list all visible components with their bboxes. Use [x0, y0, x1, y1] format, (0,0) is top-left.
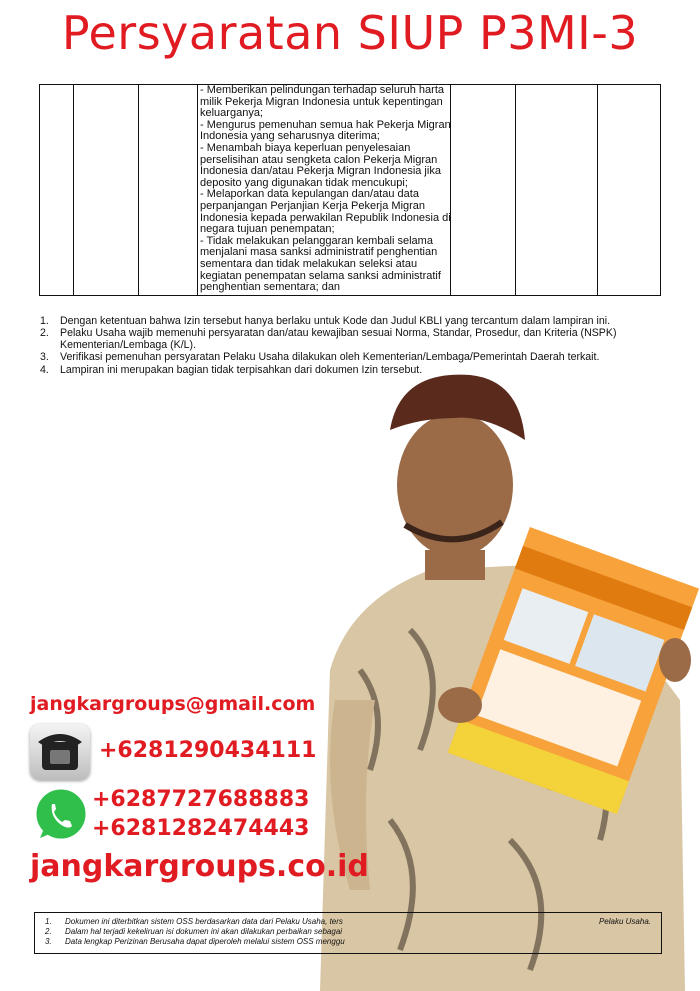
table-line: kegiatan penempatan selama sanksi administratif [200, 269, 441, 282]
table-line: deposito yang digunakan tidak mencukupi; [200, 176, 408, 189]
table-line: penghentian sementara; dan [200, 281, 341, 294]
table-line: negara tujuan penempatan; [200, 223, 335, 236]
list-item [40, 328, 662, 351]
table-line: - Mengurus pemenuhan semua hak Pekerja Migran [200, 118, 451, 131]
list-item [45, 927, 651, 937]
whatsapp-icon [32, 786, 90, 844]
person-holding-brochure-photo [280, 370, 700, 991]
contact-email: jangkargroups@gmail.com [30, 693, 316, 715]
table-line: - Menambah biaya keperluan penyelesaian [200, 141, 411, 154]
footer-number: 3. [45, 937, 52, 946]
note-number: 2. [40, 327, 49, 340]
table-line: sementara dan tidak melakukan seleksi atau [200, 257, 418, 270]
table-divider [138, 85, 139, 295]
table-line: milik Pekerja Migran Indonesia untuk kepentingan [200, 95, 443, 108]
contact-whatsapp-2: +6281282474443 [92, 816, 310, 841]
footer-text: Dokumen ini diterbitkan sistem OSS berdasarkan data dari Pelaku Usaha, ters [65, 917, 343, 926]
list-item [40, 352, 662, 363]
list-item [45, 917, 651, 927]
note-text: Pelaku Usaha wajib memenuhi persyaratan dan/atau kewajiban sesuai Norma, Standar, Prosedur, dan Kriteria (NSPK) Kementerian/Lembaga (K/L). [60, 327, 617, 351]
table-line: perpanjangan Perjanjian Kerja Pekerja Migran [200, 199, 426, 212]
footer-notes [34, 912, 662, 954]
telephone-icon [30, 724, 90, 780]
footer-number: 2. [45, 927, 52, 936]
table-line: - Melaporkan data kepulangan dan/atau data [200, 188, 419, 201]
contact-whatsapp-1: +6287727688883 [92, 787, 310, 812]
footer-text: Data lengkap Perizinan Berusaha dapat diperoleh melalui sistem OSS menggu [65, 937, 345, 946]
note-text: Verifikasi pemenuhan persyaratan Pelaku Usaha dilakukan oleh Kementerian/Lembaga/Pemerintah Daerah terkait. [60, 351, 600, 364]
requirements-table [39, 84, 661, 296]
note-number: 4. [40, 363, 49, 376]
table-line: perselisihan atau sengketa calon Pekerja Migran [200, 153, 438, 166]
note-number: 3. [40, 351, 49, 364]
footer-number: 1. [45, 917, 52, 926]
footer-text: Dalam hal terjadi kekeliruan isi dokumen ini akan dilakukan perbaikan sebagai [65, 927, 343, 936]
table-line: Indonesia dan/atau Pekerja Migran Indonesia jika [200, 165, 441, 178]
table-line: menjalani masa sanksi administratif penghentian [200, 246, 438, 259]
footer-text-tail: Pelaku Usaha. [598, 917, 651, 926]
table-divider [73, 85, 74, 295]
note-number: 1. [40, 315, 49, 327]
table-line: keluarganya; [200, 107, 263, 120]
table-line: - Memberikan pelindungan terhadap seluruh harta [200, 84, 444, 96]
table-line: Indonesia yang seharusnya diterima; [200, 130, 380, 143]
table-line: - Tidak melakukan pelanggaran kembali selama [200, 234, 433, 247]
requirements-cell [200, 85, 452, 294]
list-item [45, 937, 651, 947]
contact-phone-landline: +6281290434111 [99, 738, 317, 763]
note-text: Lampiran ini merupakan bagian tidak terpisahkan dari dokumen Izin tersebut. [60, 363, 423, 376]
notes-list [40, 316, 662, 377]
table-line: Indonesia kepada perwakilan Republik Indonesia di [200, 211, 451, 224]
contact-website: jangkargroups.co.id [30, 849, 369, 884]
table-divider [515, 85, 516, 295]
table-divider [197, 85, 198, 295]
list-item [40, 316, 662, 327]
page-title: Persyaratan SIUP P3MI-3 [61, 6, 639, 60]
table-divider [597, 85, 598, 295]
note-text: Dengan ketentuan bahwa Izin tersebut hanya berlaku untuk Kode dan Judul KBLI yang tercantum dalam lampiran ini. [60, 315, 611, 327]
